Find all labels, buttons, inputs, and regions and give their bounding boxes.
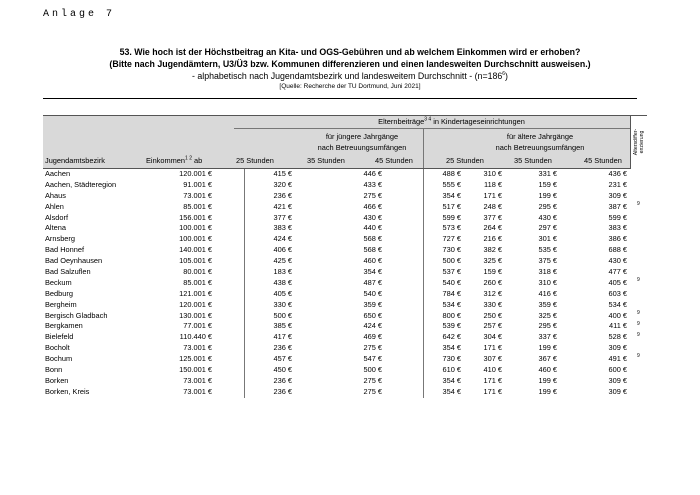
cell-young-25: 421 € [273, 201, 292, 211]
question-title: 53. Wie hoch ist der Höchstbeitrag an Kita- und OGS-Gebühren und ab welchem Einkommen wird er erhoben? [119, 47, 581, 57]
cell-old-35: 295 € [538, 201, 557, 211]
cell-young-25: 385 € [273, 321, 292, 331]
cell-einkommen: 91.001 € [183, 179, 212, 189]
cell-young-45: 730 € [442, 354, 461, 364]
row-footnote-mark: 9 [637, 331, 640, 338]
column-divider [244, 332, 245, 343]
cell-old-35: 535 € [538, 245, 557, 255]
cell-young-45: 573 € [442, 223, 461, 233]
col-einkommen-text: Einkommen [146, 156, 186, 165]
header-group-young [273, 131, 451, 153]
cell-old-35: 331 € [538, 169, 557, 178]
cell-young-45: 354 € [442, 343, 461, 353]
column-divider [423, 278, 424, 289]
cell-old-25: 312 € [483, 288, 502, 298]
col-header-bezirk: Jugendamtsbezirk [45, 156, 105, 165]
cell-old-35: 375 € [538, 256, 557, 266]
cell-bezirk: Bad Oeynhausen [45, 256, 103, 266]
cell-old-35: 159 € [538, 179, 557, 189]
cell-young-35: 446 € [363, 169, 382, 178]
cell-bezirk: Bocholt [45, 343, 70, 353]
cell-einkommen: 120.001 € [179, 169, 212, 178]
cell-einkommen: 156.001 € [179, 212, 212, 222]
column-divider [423, 376, 424, 387]
header-main-footnote: 3 4 [424, 116, 432, 123]
cell-old-35: 460 € [538, 365, 557, 375]
col-header-young-25: 25 Stunden [236, 156, 274, 165]
top-rule [43, 98, 637, 99]
column-divider [423, 387, 424, 398]
column-divider [423, 202, 424, 213]
cell-old-45: 400 € [608, 310, 627, 320]
cell-old-25: 264 € [483, 223, 502, 233]
column-divider [244, 311, 245, 322]
cell-old-45: 309 € [608, 375, 627, 385]
cell-young-25: 330 € [273, 299, 292, 309]
cell-young-45: 488 € [442, 169, 461, 178]
cell-young-35: 460 € [363, 256, 382, 266]
table-subtitle [60, 71, 640, 81]
cell-bezirk: Borken, Kreis [45, 386, 90, 396]
cell-young-45: 500 € [442, 256, 461, 266]
cell-old-35: 430 € [538, 212, 557, 222]
table-row [43, 180, 630, 191]
cell-einkommen: 125.001 € [179, 354, 212, 364]
cell-young-45: 610 € [442, 365, 461, 375]
column-divider [244, 213, 245, 224]
cell-bezirk: Beckum [45, 277, 72, 287]
cell-young-35: 354 € [363, 267, 382, 277]
cell-old-25: 250 € [483, 310, 502, 320]
table-row [43, 332, 630, 343]
cell-young-35: 466 € [363, 201, 382, 211]
cell-young-35: 275 € [363, 190, 382, 200]
cell-old-35: 367 € [538, 354, 557, 364]
col-header-young-45: 45 Stunden [375, 156, 413, 165]
cell-young-35: 424 € [363, 321, 382, 331]
cell-bezirk: Alsdorf [45, 212, 69, 222]
table-row [43, 278, 630, 289]
column-divider [423, 191, 424, 202]
cell-young-25: 415 € [273, 169, 292, 178]
cell-young-25: 236 € [273, 386, 292, 396]
cell-old-35: 325 € [538, 310, 557, 320]
cell-old-25: 310 € [483, 169, 502, 178]
cell-young-35: 469 € [363, 332, 382, 342]
column-divider [244, 223, 245, 234]
cell-young-45: 540 € [442, 277, 461, 287]
column-divider [244, 365, 245, 376]
cell-old-35: 295 € [538, 321, 557, 331]
column-divider [423, 245, 424, 256]
cell-young-25: 425 € [273, 256, 292, 266]
cell-young-25: 236 € [273, 375, 292, 385]
cell-bezirk: Bielefeld [45, 332, 74, 342]
cell-einkommen: 110.440 € [179, 332, 212, 342]
cell-old-25: 216 € [483, 234, 502, 244]
table-row [43, 234, 630, 245]
cell-old-45: 599 € [608, 212, 627, 222]
column-divider [423, 354, 424, 365]
col-einkommen-rest: ab [191, 156, 203, 165]
cell-old-25: 171 € [483, 386, 502, 396]
cell-old-35: 416 € [538, 288, 557, 298]
column-divider [244, 343, 245, 354]
cell-old-45: 309 € [608, 343, 627, 353]
cell-bezirk: Aachen, Städteregion [45, 179, 117, 189]
cell-einkommen: 100.001 € [179, 223, 212, 233]
cell-old-35: 301 € [538, 234, 557, 244]
table-row [43, 191, 630, 202]
header-main-text: Elternbeiträge [378, 117, 425, 126]
column-divider [244, 321, 245, 332]
column-divider [423, 223, 424, 234]
cell-young-45: 539 € [442, 321, 461, 331]
cell-bezirk: Bedburg [45, 288, 73, 298]
cell-old-25: 159 € [483, 267, 502, 277]
cell-young-25: 405 € [273, 288, 292, 298]
table-row [43, 311, 630, 322]
cell-young-25: 457 € [273, 354, 292, 364]
cell-old-25: 410 € [483, 365, 502, 375]
header-young-line1: für jüngere Jahrgänge [325, 132, 399, 141]
cell-old-45: 383 € [608, 223, 627, 233]
table-row [43, 267, 630, 278]
cell-old-45: 603 € [608, 288, 627, 298]
cell-einkommen: 120.001 € [179, 299, 212, 309]
table-row [43, 213, 630, 224]
cell-young-45: 599 € [442, 212, 461, 222]
cell-old-35: 359 € [538, 299, 557, 309]
cell-old-25: 307 € [483, 354, 502, 364]
cell-einkommen: 73.001 € [183, 343, 212, 353]
col-einkommen-footnote: 1 2 [185, 155, 192, 162]
subtitle-end: ) [505, 71, 508, 81]
cell-young-35: 650 € [363, 310, 382, 320]
cell-old-25: 171 € [483, 375, 502, 385]
cell-young-45: 354 € [442, 386, 461, 396]
table-row [43, 300, 630, 311]
row-footnote-mark: 9 [637, 309, 640, 316]
column-divider [423, 256, 424, 267]
col-header-einkommen [146, 156, 202, 165]
row-footnote-mark: 9 [637, 353, 640, 360]
cell-young-35: 568 € [363, 234, 382, 244]
header-old-line2: nach Betreuungsumfängen [495, 143, 585, 152]
cell-old-35: 297 € [538, 223, 557, 233]
header-elternbeitraege [273, 117, 630, 126]
cell-young-35: 487 € [363, 277, 382, 287]
column-divider [423, 365, 424, 376]
column-divider [423, 234, 424, 245]
column-divider [423, 300, 424, 311]
cell-old-35: 318 € [538, 267, 557, 277]
cell-old-25: 248 € [483, 201, 502, 211]
table-row [43, 354, 630, 365]
table-header [43, 115, 630, 169]
cell-young-45: 800 € [442, 310, 461, 320]
table-row [43, 387, 630, 398]
cell-old-45: 411 € [609, 321, 627, 331]
cell-young-25: 377 € [273, 212, 292, 222]
table-row [43, 365, 630, 376]
col-header-old-35: 35 Stunden [514, 156, 552, 165]
cell-old-25: 257 € [483, 321, 502, 331]
cell-young-25: 500 € [273, 310, 292, 320]
cell-old-45: 688 € [608, 245, 627, 255]
column-divider [244, 169, 245, 180]
header-altersdifferenzierung [630, 115, 647, 169]
table-row [43, 202, 630, 213]
row-footnote-mark: 9 [637, 320, 640, 327]
cell-young-35: 500 € [363, 365, 382, 375]
column-divider [423, 169, 424, 180]
cell-bezirk: Altena [45, 223, 66, 233]
col-header-old-25: 25 Stunden [446, 156, 484, 165]
cell-bezirk: Bad Honnef [45, 245, 85, 255]
header-divider [423, 129, 424, 169]
cell-bezirk: Bergheim [45, 299, 77, 309]
cell-einkommen: 73.001 € [183, 375, 212, 385]
cell-old-45: 534 € [608, 299, 627, 309]
cell-young-35: 568 € [363, 245, 382, 255]
cell-young-45: 517 € [442, 201, 461, 211]
cell-old-25: 330 € [483, 299, 502, 309]
cell-young-35: 275 € [363, 386, 382, 396]
cell-bezirk: Arnsberg [45, 234, 75, 244]
column-divider [244, 387, 245, 398]
cell-young-25: 438 € [273, 277, 292, 287]
col-header-young-35: 35 Stunden [307, 156, 345, 165]
header-main-rest: in Kindertageseinrichtungen [431, 117, 525, 126]
table-row [43, 223, 630, 234]
column-divider [423, 180, 424, 191]
cell-young-45: 727 € [442, 234, 461, 244]
cell-young-35: 540 € [363, 288, 382, 298]
cell-old-25: 377 € [483, 212, 502, 222]
cell-old-45: 231 € [608, 179, 627, 189]
table-row [43, 245, 630, 256]
cell-einkommen: 73.001 € [183, 190, 212, 200]
table-row [43, 376, 630, 387]
column-divider [244, 256, 245, 267]
annex-label: Anlage 7 [43, 9, 116, 20]
column-divider [423, 343, 424, 354]
alter-label-2: enzierung [639, 130, 645, 154]
subtitle-text: - alphabetisch nach Jugendamtsbezirk und landesweitem Durchschnitt - (n=186 [192, 71, 503, 81]
cell-einkommen: 105.001 € [179, 256, 212, 266]
cell-old-45: 405 € [608, 277, 627, 287]
cell-young-45: 537 € [442, 267, 461, 277]
subtitle-footnote: 6 [502, 71, 506, 78]
cell-einkommen: 73.001 € [183, 386, 212, 396]
cell-einkommen: 85.001 € [183, 277, 212, 287]
header-group-old [451, 131, 629, 153]
cell-young-25: 236 € [273, 190, 292, 200]
column-divider [423, 213, 424, 224]
cell-old-45: 436 € [608, 169, 627, 178]
alter-label [633, 129, 645, 155]
cell-young-35: 430 € [363, 212, 382, 222]
column-divider [244, 180, 245, 191]
header-old-line1: für ältere Jahrgänge [506, 132, 574, 141]
cell-old-35: 199 € [538, 386, 557, 396]
row-footnote-mark: 9 [637, 277, 640, 283]
cell-einkommen: 85.001 € [183, 201, 212, 211]
cell-young-45: 354 € [442, 375, 461, 385]
cell-old-45: 430 € [608, 256, 627, 266]
cell-young-35: 440 € [363, 223, 382, 233]
cell-old-25: 171 € [483, 190, 502, 200]
cell-young-45: 730 € [442, 245, 461, 255]
cell-old-45: 491 € [608, 354, 627, 364]
cell-old-45: 477 € [608, 267, 627, 277]
column-divider [423, 267, 424, 278]
cell-young-35: 275 € [363, 343, 382, 353]
cell-young-45: 534 € [442, 299, 461, 309]
cell-old-25: 325 € [483, 256, 502, 266]
column-divider [244, 300, 245, 311]
cell-old-45: 309 € [608, 386, 627, 396]
cell-old-25: 260 € [483, 277, 502, 287]
cell-young-35: 275 € [363, 375, 382, 385]
cell-old-45: 387 € [608, 201, 627, 211]
cell-old-35: 199 € [538, 190, 557, 200]
cell-einkommen: 100.001 € [179, 234, 212, 244]
cell-old-25: 382 € [483, 245, 502, 255]
alter-label-1: Altersdiffer- [633, 128, 639, 156]
cell-einkommen: 121.001 € [179, 288, 212, 298]
cell-old-25: 171 € [483, 343, 502, 353]
cell-old-45: 528 € [608, 332, 627, 342]
col-header-old-45: 45 Stunden [584, 156, 622, 165]
column-divider [244, 202, 245, 213]
cell-young-45: 354 € [442, 190, 461, 200]
cell-einkommen: 130.001 € [179, 310, 212, 320]
cell-bezirk: Bergisch Gladbach [45, 310, 108, 320]
question-instruction: (Bitte nach Jugendämtern, U3/Ü3 bzw. Kommunen differenzieren und einen landesweiten Durchschnitt ausweisen.) [109, 59, 591, 69]
cell-old-45: 386 € [608, 234, 627, 244]
cell-young-35: 547 € [363, 354, 382, 364]
cell-young-25: 406 € [273, 245, 292, 255]
cell-young-45: 784 € [442, 288, 461, 298]
cell-young-25: 424 € [273, 234, 292, 244]
cell-old-35: 310 € [538, 277, 557, 287]
cell-old-35: 199 € [538, 343, 557, 353]
column-divider [423, 289, 424, 300]
cell-bezirk: Borken [45, 375, 69, 385]
cell-old-35: 337 € [538, 332, 557, 342]
cell-bezirk: Bad Salzuflen [45, 267, 91, 277]
table-body [43, 168, 630, 398]
column-divider [423, 321, 424, 332]
cell-young-45: 555 € [442, 179, 461, 189]
column-divider [244, 191, 245, 202]
cell-young-35: 359 € [363, 299, 382, 309]
cell-young-35: 433 € [363, 179, 382, 189]
cell-young-45: 642 € [442, 332, 461, 342]
table-row [43, 343, 630, 354]
column-divider [244, 267, 245, 278]
column-divider [244, 354, 245, 365]
cell-bezirk: Aachen [45, 169, 71, 178]
column-divider [244, 289, 245, 300]
cell-bezirk: Bergkamen [45, 321, 83, 331]
cell-bezirk: Bochum [45, 354, 73, 364]
column-divider [244, 376, 245, 387]
column-divider [423, 332, 424, 343]
table-row [43, 256, 630, 267]
cell-einkommen: 150.001 € [179, 365, 212, 375]
table-row [43, 289, 630, 300]
column-divider [423, 311, 424, 322]
cell-einkommen: 77.001 € [183, 321, 212, 331]
column-divider [244, 278, 245, 289]
table-row [43, 321, 630, 332]
cell-old-45: 309 € [608, 190, 627, 200]
cell-bezirk: Ahlen [45, 201, 64, 211]
cell-einkommen: 80.001 € [183, 267, 212, 277]
column-divider [244, 245, 245, 256]
cell-young-25: 320 € [273, 179, 292, 189]
cell-young-25: 383 € [273, 223, 292, 233]
source-note: [Quelle: Recherche der TU Dortmund, Juni 2021] [279, 83, 421, 90]
cell-bezirk: Bonn [45, 365, 63, 375]
cell-old-25: 118 € [484, 179, 502, 189]
cell-young-25: 417 € [273, 332, 292, 342]
cell-young-25: 236 € [273, 343, 292, 353]
cell-old-25: 304 € [483, 332, 502, 342]
row-footnote-mark: 9 [637, 200, 640, 207]
header-rule [234, 128, 630, 129]
cell-old-35: 199 € [538, 375, 557, 385]
cell-bezirk: Ahaus [45, 190, 66, 200]
column-divider [244, 234, 245, 245]
cell-young-25: 183 € [273, 267, 292, 277]
cell-old-45: 600 € [608, 365, 627, 375]
cell-einkommen: 140.001 € [179, 245, 212, 255]
header-young-line2: nach Betreuungsumfängen [317, 143, 407, 152]
table-row [43, 169, 630, 180]
cell-young-25: 450 € [273, 365, 292, 375]
